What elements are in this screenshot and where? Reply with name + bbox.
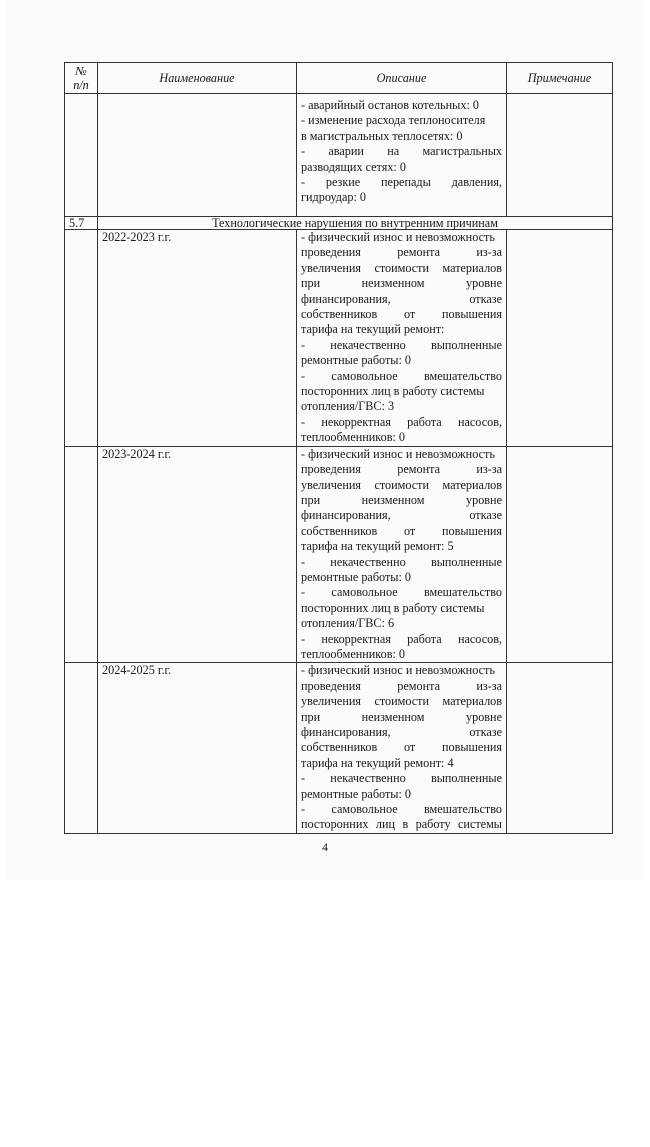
description-line: - изменение расхода теплоносителя (301, 113, 486, 128)
description-line: - некачественно выполненные (301, 554, 502, 569)
description-line: увеличения стоимости материалов (301, 260, 502, 275)
section-row (65, 217, 613, 230)
cell-note (507, 446, 613, 663)
period-label: 2023-2024 г.г. (98, 446, 297, 663)
cell-note (507, 663, 613, 833)
table-row (65, 663, 613, 833)
description-line: при неизменном уровне (301, 492, 502, 507)
page-number: 4 (322, 840, 328, 854)
description-line: - некачественно выполненные (301, 337, 502, 352)
description-line: теплообменников: 0 (301, 646, 405, 661)
cell-description (297, 230, 507, 447)
table-row-continuation (65, 94, 613, 217)
header-note: Примечание (507, 63, 613, 94)
description-line: собственников от повышения (301, 523, 502, 538)
table-row (65, 230, 613, 447)
description-line: финансирования, отказе (301, 725, 502, 739)
header-number: № п/п (65, 63, 98, 94)
description-line: ремонтные работы: 0 (301, 569, 412, 584)
period-label: 2024-2025 г.г. (98, 663, 297, 833)
cell-description (297, 94, 507, 217)
description-line: собственников от повышения (301, 740, 502, 755)
description-line: увеличения стоимости материалов (301, 477, 502, 492)
cell-note (507, 230, 613, 447)
description-line: тарифа на текущий ремонт: 4 (301, 755, 454, 770)
section-title: Технологические нарушения по внутренним причинам (98, 217, 613, 230)
description-line: проведения ремонта из-за (301, 245, 502, 260)
description-line: собственников от повышения (301, 307, 502, 322)
cell-number (65, 663, 98, 833)
description-line: - самовольное вмешательство (301, 368, 502, 383)
description-line: посторонних лиц в работу системы (301, 384, 485, 399)
cell-number (65, 94, 98, 217)
description-line: - физический износ и невозможность (301, 663, 495, 678)
description-line: при неизменном уровне (301, 709, 502, 724)
section-number: 5.7 (65, 217, 98, 230)
description-line: разводящих сетях: 0 (301, 159, 406, 174)
description-line: увеличения стоимости материалов (301, 694, 502, 709)
cell-number (65, 230, 98, 447)
description-line: гидроудар: 0 (301, 190, 367, 205)
description-line: - аварийный останов котельных: 0 (301, 98, 479, 112)
description-line: ремонтные работы: 0 (301, 786, 412, 801)
description-line: проведения ремонта из-за (301, 678, 502, 693)
description-line: тарифа на текущий ремонт: 5 (301, 539, 454, 554)
description-line: финансирования, отказе (301, 291, 502, 306)
report-table (64, 62, 613, 834)
header-description: Описание (297, 63, 507, 94)
description-line: - некачественно выполненные (301, 771, 502, 786)
cell-number (65, 446, 98, 663)
period-label: 2022-2023 г.г. (98, 230, 297, 447)
description-line: отопления/ГВС: 3 (301, 399, 395, 414)
description-line: - аварии на магистральных (301, 144, 502, 159)
description-line: - физический износ и невозможность (301, 230, 495, 244)
description-line: теплообменников: 0 (301, 430, 405, 445)
description-line: финансирования, отказе (301, 508, 502, 523)
description-line: посторонних лиц в работу системы (301, 600, 485, 615)
description-line: проведения ремонта из-за (301, 462, 502, 477)
header-name: Наименование (98, 63, 297, 94)
description-line: тарифа на текущий ремонт: (301, 322, 445, 337)
cell-name (98, 94, 297, 217)
description-line: ремонтные работы: 0 (301, 353, 412, 368)
table-header-row (65, 63, 613, 94)
description-line: - некорректная работа насосов, (301, 414, 502, 429)
description-line: посторонних лиц в работу системы (301, 817, 502, 832)
description-line: отопления/ГВС: 6 (301, 616, 395, 631)
description-line: - самовольное вмешательство (301, 802, 502, 817)
cell-description (297, 663, 507, 833)
cell-note (507, 94, 613, 217)
description-line: при неизменном уровне (301, 276, 502, 291)
cell-description (297, 446, 507, 663)
description-line: в магистральных теплосетях: 0 (301, 128, 463, 143)
description-line: - резкие перепады давления, (301, 175, 502, 190)
table-row (65, 446, 613, 663)
description-line: - физический износ и невозможность (301, 446, 495, 461)
description-line: - самовольное вмешательство (301, 585, 502, 600)
description-line: - некорректная работа насосов, (301, 631, 502, 646)
